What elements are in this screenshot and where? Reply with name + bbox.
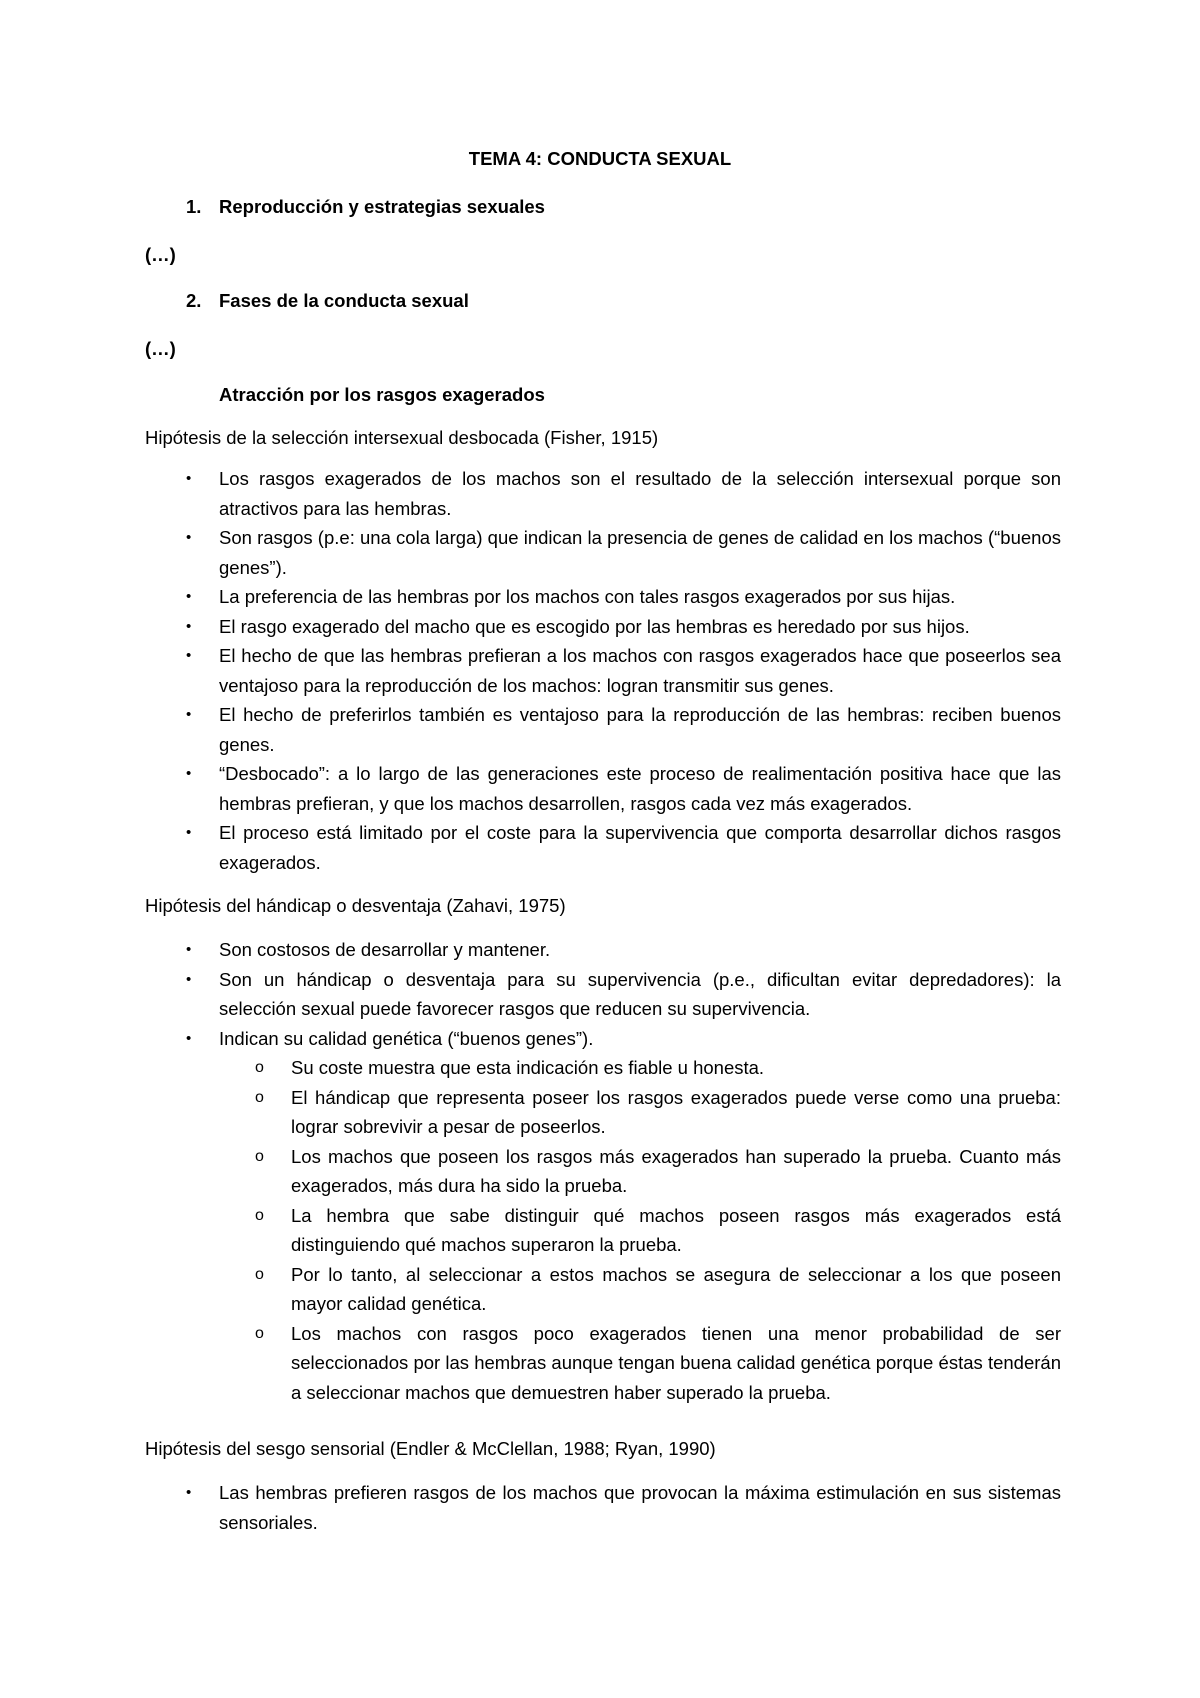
section-number: 1.	[186, 196, 202, 217]
sub-list-item: o La hembra que sabe distinguir qué machos poseen rasgos más exagerados está distinguiendo qué machos superaron la prueba.	[291, 1201, 1061, 1260]
bullet-icon: •	[186, 941, 192, 958]
section-label: Fases de la conducta sexual	[219, 290, 469, 311]
bullet-icon: •	[186, 470, 192, 487]
document-title: TEMA 4: CONDUCTA SEXUAL	[468, 148, 732, 169]
hypothesis-heading-fisher: Hipótesis de la selección intersexual desbocada (Fisher, 1915)	[145, 427, 659, 448]
list-item: • Son rasgos (p.e: una cola larga) que indican la presencia de genes de calidad en los machos (“buenos genes”).	[0, 523, 1061, 582]
circle-bullet-icon: o	[255, 1324, 264, 1342]
list-item: • El rasgo exagerado del macho que es escogido por las hembras es heredado por sus hijos.	[0, 612, 1061, 642]
bullet-icon: •	[186, 617, 192, 635]
bullet-icon: •	[186, 588, 192, 605]
list-item: • Las hembras prefieren rasgos de los machos que provocan la máxima estimulación en sus sistemas sensoriales.	[0, 1478, 1061, 1537]
sub-bullet-list	[219, 1053, 1061, 1407]
circle-bullet-icon: o	[255, 1059, 264, 1076]
omitted-content-marker: (…)	[145, 244, 176, 265]
circle-bullet-icon: o	[255, 1265, 264, 1283]
list-item: • La preferencia de las hembras por los machos con tales rasgos exagerados por sus hijas.	[0, 582, 1061, 612]
subsection-heading: Atracción por los rasgos exagerados	[219, 384, 545, 405]
bullet-list-zahavi	[0, 935, 1061, 1407]
list-item: • El hecho de que las hembras prefieran a los machos con rasgos exagerados hace que poseerlos sea ventajoso para la reproducción de los machos: logran transmitir sus genes.	[0, 641, 1061, 700]
list-item: • Indican su calidad genética (“buenos genes”). o Su coste muestra que esta indicación es fiable u honesta. o El hándicap que representa poseer los rasgos exagerados puede verse como una prueba: lograr sobrevivir a pesar de poseerlos. o Los machos que poseen los rasgos más exagerados han superado la prueba. Cuanto más exagerados, más dura ha sido la prueba. o La hembra que sabe distinguir qué machos poseen rasgos más exagerados está distinguiendo qué machos superaron la prueba. o Por lo tanto, al seleccionar a estos machos se asegura de seleccionar a los que poseen mayor calidad genética. o Los machos con rasgos poco exagerados tienen una menor probabilidad de ser seleccionados por las hembras aunque tengan buena calidad genética porque éstas tenderán a seleccionar machos que demuestren haber superado la prueba.	[0, 1024, 1061, 1408]
circle-bullet-icon: o	[255, 1206, 264, 1224]
list-item: • “Desbocado”: a lo largo de las generaciones este proceso de realimentación positiva hace que las hembras prefieran, y que los machos desarrollen, rasgos cada vez más exagerados.	[0, 759, 1061, 818]
sub-list-item: o Los machos con rasgos poco exagerados tienen una menor probabilidad de ser seleccionados por las hembras aunque tengan buena calidad genética porque éstas tenderán a seleccionar machos que demuestren haber superado la prueba.	[291, 1319, 1061, 1408]
bullet-icon: •	[186, 1484, 192, 1501]
list-item: • Son costosos de desarrollar y mantener.	[0, 935, 1061, 965]
bullet-icon: •	[186, 647, 192, 664]
list-item: • Son un hándicap o desventaja para su supervivencia (p.e., dificultan evitar depredadores): la selección sexual puede favorecer rasgos que reducen su supervivencia.	[0, 965, 1061, 1024]
circle-bullet-icon: o	[255, 1088, 264, 1106]
bullet-list-sensory-bias	[0, 1478, 1061, 1537]
hypothesis-heading-sensory-bias: Hipótesis del sesgo sensorial (Endler & McClellan, 1988; Ryan, 1990)	[145, 1438, 716, 1459]
bullet-icon: •	[186, 970, 192, 988]
list-item: • El hecho de preferirlos también es ventajoso para la reproducción de las hembras: reciben buenos genes.	[0, 700, 1061, 759]
hypothesis-heading-zahavi: Hipótesis del hándicap o desventaja (Zahavi, 1975)	[145, 895, 566, 916]
bullet-icon: •	[186, 1029, 192, 1047]
bullet-icon: •	[186, 706, 192, 723]
sub-list-item: o Por lo tanto, al seleccionar a estos machos se asegura de seleccionar a los que poseen mayor calidad genética.	[291, 1260, 1061, 1319]
bullet-list-fisher	[0, 464, 1061, 877]
section-number: 2.	[186, 290, 202, 311]
sub-list-item: o Los machos que poseen los rasgos más exagerados han superado la prueba. Cuanto más exagerados, más dura ha sido la prueba.	[291, 1142, 1061, 1201]
bullet-icon: •	[186, 529, 192, 546]
sub-list-item: o El hándicap que representa poseer los rasgos exagerados puede verse como una prueba: lograr sobrevivir a pesar de poseerlos.	[291, 1083, 1061, 1142]
section-label: Reproducción y estrategias sexuales	[219, 196, 545, 217]
omitted-content-marker: (…)	[145, 338, 176, 359]
sub-list-item: o Su coste muestra que esta indicación es fiable u honesta.	[291, 1053, 1061, 1083]
list-item: • El proceso está limitado por el coste para la supervivencia que comporta desarrollar dichos rasgos exagerados.	[0, 818, 1061, 877]
bullet-icon: •	[186, 765, 192, 782]
list-item: • Los rasgos exagerados de los machos son el resultado de la selección intersexual porque son atractivos para las hembras.	[0, 464, 1061, 523]
bullet-icon: •	[186, 824, 192, 841]
circle-bullet-icon: o	[255, 1147, 264, 1165]
